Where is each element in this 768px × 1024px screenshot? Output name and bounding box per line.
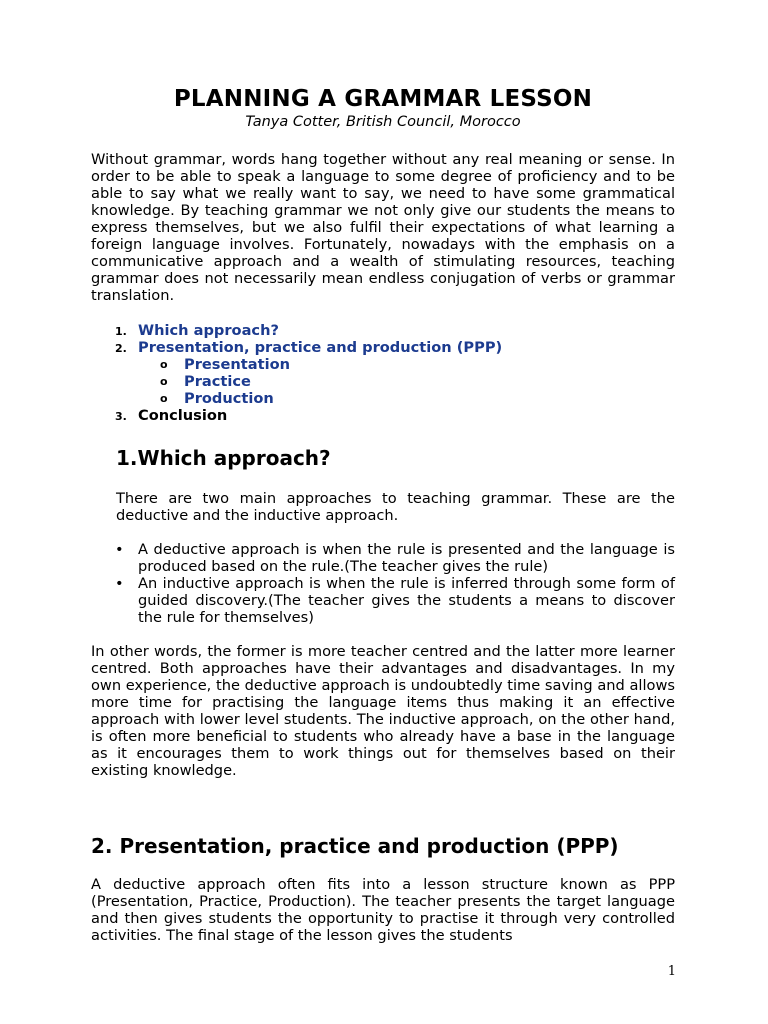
circle-bullet-icon: o (160, 375, 168, 388)
toc-number: 3. (115, 410, 127, 423)
approach-bullet-list (91, 541, 675, 626)
section-2-paragraph: A deductive approach often fits into a lesson structure known as PPP (Presentation, Practice, Production). The teacher presents the target language and then gives students the opportunity to practise it through very controlled activities. The final stage of the lesson gives the students (91, 876, 675, 944)
circle-bullet-icon: o (160, 358, 168, 371)
bullet-text: An inductive approach is when the rule is inferred through some form of guided discovery.(The teacher gives the students a means to discover the rule for themselves) (138, 575, 675, 626)
document-page (91, 84, 675, 944)
circle-bullet-icon: o (160, 392, 168, 405)
toc-label-conclusion: Conclusion (138, 407, 228, 424)
toc-link-practice[interactable]: Practice (184, 373, 251, 390)
bullet-icon: • (115, 541, 124, 558)
document-subtitle: Tanya Cotter, British Council, Morocco (245, 114, 521, 130)
section-1-paragraph: In other words, the former is more teacher centred and the latter more learner centred. Both approaches have their advantages and disadvantages. In my own experience, the deductive approach is undoubtedly time saving and allows more time for practising the language items thus making it an effective approach with lower level students. The inductive approach, on the other hand, is often more beneficial to students who already have a base in the language as it encourages them to work things out for themselves based on their existing knowledge. (91, 643, 675, 779)
toc-link-ppp[interactable]: Presentation, practice and production (PPP) (138, 339, 503, 356)
toc-sublist (138, 356, 675, 407)
list-item (116, 541, 675, 575)
intro-paragraph: Without grammar, words hang together without any real meaning or sense. In order to be able to speak a language to some degree of proficiency and to be able to say what we really want to say, we need to have some grammatical knowledge. By teaching grammar we not only give our students the means to express themselves, but we also fulfil their expectations of what learning a foreign language involves. Fortunately, nowadays with the emphasis on a communicative approach and a wealth of stimulating resources, teaching grammar does not necessarily mean endless conjugation of verbs or grammar translation. (91, 151, 675, 304)
toc-link-which-approach[interactable]: Which approach? (138, 322, 279, 339)
section-1 (91, 446, 675, 524)
section-1-intro: There are two main approaches to teaching grammar. These are the deductive and the inductive approach. (116, 490, 675, 524)
toc-subitem-production[interactable] (138, 390, 675, 407)
page-number: 1 (667, 964, 676, 979)
section-2-heading: 2. Presentation, practice and production (PPP) (91, 834, 619, 858)
document-title: PLANNING A GRAMMAR LESSON (173, 86, 593, 112)
toc-link-production[interactable]: Production (184, 390, 274, 407)
toc-item-1[interactable] (91, 322, 675, 339)
toc-subitem-practice[interactable] (138, 373, 675, 390)
bullet-text: A deductive approach is when the rule is presented and the language is produced based on the rule.(The teacher gives the rule) (138, 541, 675, 575)
toc-subitem-presentation[interactable] (138, 356, 675, 373)
list-item (116, 575, 675, 626)
table-of-contents (91, 322, 675, 424)
toc-item-3 (91, 407, 675, 424)
section-1-heading: 1.Which approach? (116, 446, 331, 470)
toc-number: 1. (115, 325, 127, 338)
bullet-icon: • (115, 575, 124, 592)
toc-item-2[interactable] (91, 339, 675, 407)
toc-number: 2. (115, 342, 127, 355)
toc-link-presentation[interactable]: Presentation (184, 356, 290, 373)
